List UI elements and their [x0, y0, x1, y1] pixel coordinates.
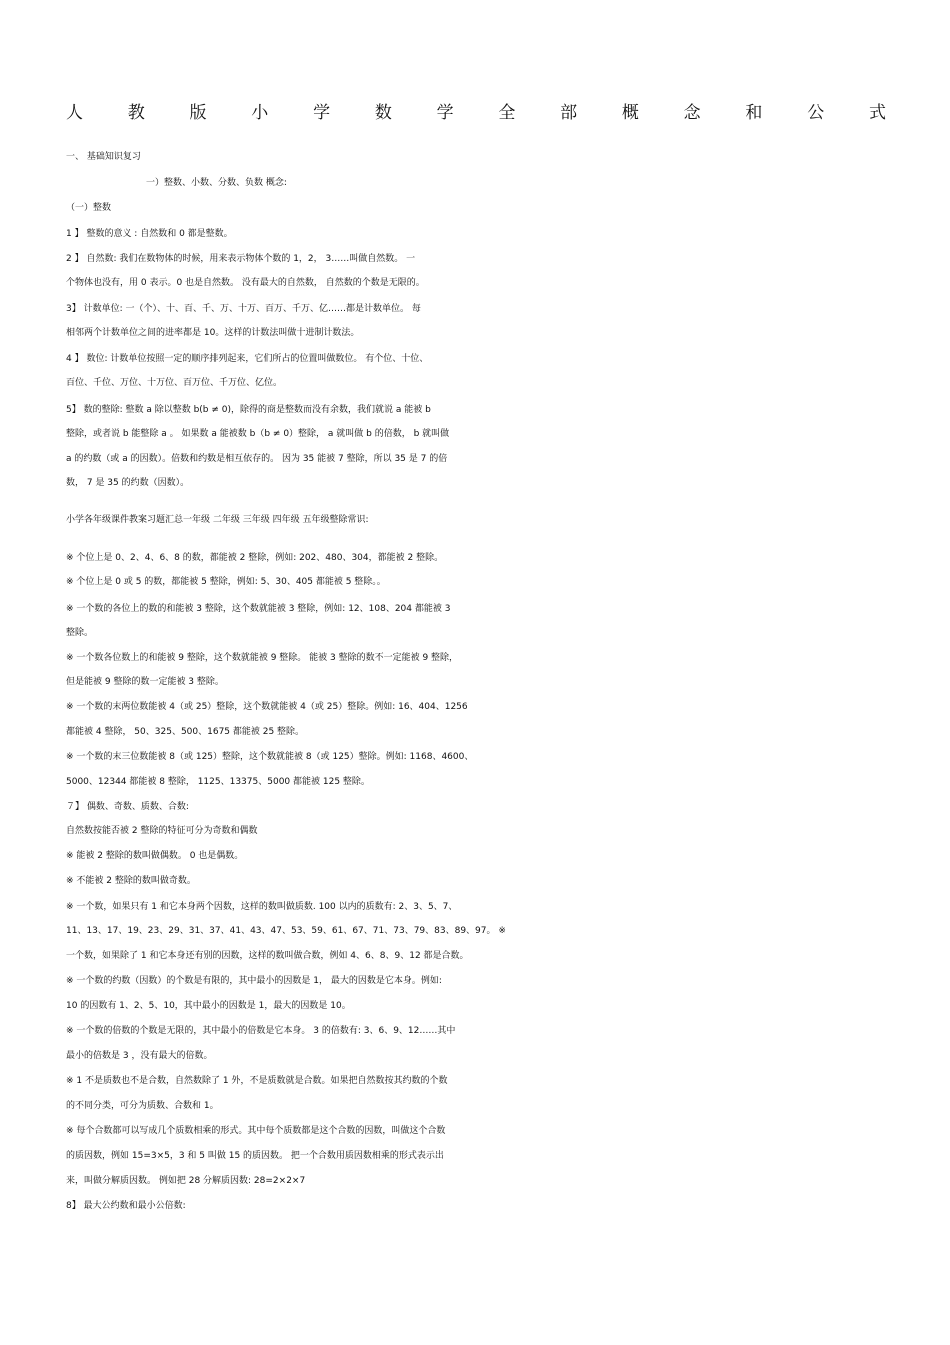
paragraph-line: 3】 计数单位: 一（个）、十、百、千、万、十万、百万、千万、亿……都是计数单位。 每	[66, 304, 421, 314]
grade-banner: 小学各年级课件教案习题汇总一年级 二年级 三年级 四年级 五年级整除常识:	[66, 515, 369, 525]
paragraph-line: 个物体也没有，用 0 表示。0 也是自然数。 没有最大的自然数， 自然数的个数是无限的。	[66, 278, 425, 288]
title-char: 概	[621, 103, 639, 123]
paragraph-line: 自然数按能否被 2 整除的特征可分为奇数和偶数	[66, 826, 258, 836]
paragraph-line: ７】 偶数、奇数、质数、合数:	[66, 802, 189, 812]
subsection-heading: （一）整数	[66, 203, 112, 213]
paragraph-line: 11、13、17、19、23、29、31、37、41、43、47、53、59、61、67、71、73、79、83、89、97。 ※	[66, 926, 506, 936]
paragraph-line: 整除。	[66, 628, 94, 638]
paragraph-line: ※ 1 不是质数也不是合数，自然数除了 1 外，不是质数就是合数。如果把自然数按其约数的个数	[66, 1076, 448, 1086]
title-char: 数	[374, 103, 392, 123]
paragraph-line: ※ 个位上是 0、2、4、6、8 的数，都能被 2 整除，例如: 202、480、304，都能被 2 整除。	[66, 553, 444, 563]
paragraph-line: 数， 7 是 35 的约数（因数）。	[66, 478, 190, 488]
paragraph-line: ※ 每个合数都可以写成几个质数相乘的形式。其中每个质数都是这个合数的因数，叫做这个合数	[66, 1126, 446, 1136]
title-char: 学	[313, 103, 331, 123]
paragraph-line: ※ 一个数的末三位数能被 8（或 125）整除，这个数就能被 8（或 125）整除。例如: 1168、4600、	[66, 752, 474, 762]
paragraph-line: 5】 数的整除: 整数 a 除以整数 b(b ≠ 0)，除得的商是整数而没有余数，我们就说 a 能被 b	[66, 405, 431, 415]
paragraph-line: ※ 一个数的各位上的数的和能被 3 整除，这个数就能被 3 整除，例如: 12、108、204 都能被 3	[66, 604, 451, 614]
title-char: 部	[560, 103, 578, 123]
paragraph-line: ※ 能被 2 整除的数叫做偶数。 0 也是偶数。	[66, 851, 244, 861]
title-char: 人	[66, 103, 83, 123]
paragraph-line: ※ 不能被 2 整除的数叫做奇数。	[66, 876, 196, 886]
section-heading: 一、 基础知识复习	[66, 152, 141, 162]
paragraph-line: ※ 一个数的约数（因数）的个数是有限的，其中最小的因数是 1， 最大的因数是它本身。例如:	[66, 976, 442, 986]
paragraph-line: 整除，或者说 b 能整除 a 。 如果数 a 能被数 b（b ≠ 0）整除， a 就叫做 b 的倍数， b 就叫做	[66, 429, 450, 439]
title-char: 教	[127, 103, 145, 123]
paragraph-line: 一个数，如果除了 1 和它本身还有别的因数，这样的数叫做合数，例如 4、6、8、9、12 都是合数。	[66, 951, 469, 961]
paragraph-line: a 的约数（或 a 的因数）。倍数和约数是相互依存的。 因为 35 能被 7 整除，所以 35 是 7 的倍	[66, 454, 448, 464]
title-char: 小	[251, 103, 269, 123]
paragraph-line: 4 】 数位: 计数单位按照一定的顺序排列起来，它们所占的位置叫做数位。 有个位、十位、	[66, 354, 429, 364]
paragraph-line: 最小的倍数是 3 ，没有最大的倍数。	[66, 1051, 213, 1061]
paragraph-line: 但是能被 9 整除的数一定能被 3 整除。	[66, 677, 224, 687]
paragraph-line: 的质因数，例如 15=3×5，3 和 5 叫做 15 的质因数。 把一个合数用质因数相乘的形式表示出	[66, 1151, 444, 1161]
paragraph-line: 1 】 整数的意义 : 自然数和 0 都是整数。	[66, 229, 233, 239]
paragraph-line: 5000、12344 都能被 8 整除， 1125、13375、5000 都能被 125 整除。	[66, 777, 370, 787]
page-title	[66, 98, 886, 123]
paragraph-line: 2 】 自然数: 我们在数物体的时候，用来表示物体个数的 1，2， 3……叫做自然数。 一	[66, 254, 416, 264]
paragraph-line: 10 的因数有 1、2、5、10，其中最小的因数是 1，最大的因数是 10。	[66, 1001, 351, 1011]
title-char: 版	[189, 103, 207, 123]
subsection-heading: 一）整数、小数、分数、负数 概念:	[146, 178, 287, 188]
paragraph-line: 的不同分类，可分为质数、合数和 1。	[66, 1101, 219, 1111]
paragraph-line: ※ 一个数，如果只有 1 和它本身两个因数，这样的数叫做质数. 100 以内的质数有: 2、3、5、7、	[66, 902, 458, 912]
paragraph-line: 百位、千位、万位、十万位、百万位、千万位、亿位。	[66, 378, 283, 388]
paragraph-line: 都能被 4 整除， 50、325、500、1675 都能被 25 整除。	[66, 727, 305, 737]
title-char: 式	[868, 103, 886, 123]
title-char: 全	[498, 103, 516, 123]
title-char: 学	[436, 103, 454, 123]
title-char: 念	[683, 103, 701, 123]
paragraph-line: ※ 一个数各位数上的和能被 9 整除，这个数就能被 9 整除。 能被 3 整除的数不一定能被 9 整除，	[66, 653, 459, 663]
paragraph-line: ※ 个位上是 0 或 5 的数，都能被 5 整除，例如: 5、30、405 都能被 5 整除。。	[66, 577, 386, 587]
paragraph-line: ※ 一个数的倍数的个数是无限的，其中最小的倍数是它本身。 3 的倍数有: 3、6、9、12……其中	[66, 1026, 456, 1036]
title-char: 和	[745, 103, 763, 123]
paragraph-line: ※ 一个数的末两位数能被 4（或 25）整除，这个数就能被 4（或 25）整除。例如: 16、404、1256	[66, 702, 468, 712]
paragraph-line: 来，叫做分解质因数。 例如把 28 分解质因数: 28=2×2×7	[66, 1176, 306, 1186]
paragraph-line: 8】 最大公约数和最小公倍数:	[66, 1201, 186, 1211]
title-char: 公	[807, 103, 825, 123]
paragraph-line: 相邻两个计数单位之间的进率都是 10。这样的计数法叫做十进制计数法。	[66, 328, 360, 338]
